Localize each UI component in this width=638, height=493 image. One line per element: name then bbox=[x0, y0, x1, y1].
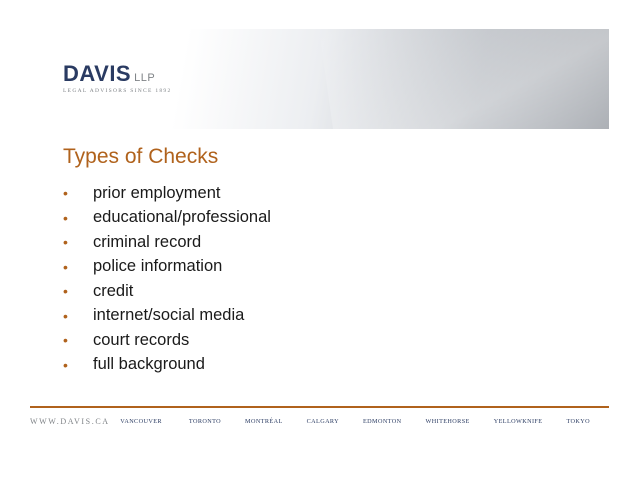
footer-city: VANCOUVER bbox=[120, 418, 162, 425]
bullet-icon: • bbox=[63, 209, 68, 226]
list-item-text: educational/professional bbox=[93, 208, 271, 227]
logo-wordmark: DAVIS bbox=[63, 61, 132, 86]
bullet-icon: • bbox=[63, 283, 68, 300]
footer-city: MONTRÉAL bbox=[245, 418, 283, 425]
bullet-list bbox=[63, 181, 271, 377]
list-item bbox=[63, 328, 271, 353]
davis-logo bbox=[63, 63, 172, 94]
footer-city: TORONTO bbox=[188, 418, 222, 425]
list-item bbox=[63, 230, 271, 255]
footer-divider bbox=[30, 406, 609, 408]
footer-city: EDMONTON bbox=[363, 418, 402, 425]
footer-website-link[interactable]: WWW.DAVIS.CA bbox=[30, 417, 110, 426]
list-item-text: court records bbox=[93, 330, 190, 349]
list-item-text: prior employment bbox=[93, 183, 221, 202]
list-item bbox=[63, 304, 271, 329]
list-item bbox=[63, 279, 271, 304]
list-item bbox=[63, 206, 271, 231]
list-item-text: criminal record bbox=[93, 232, 202, 251]
footer bbox=[30, 417, 590, 426]
footer-city: TOKYO bbox=[566, 418, 590, 425]
bullet-icon: • bbox=[63, 332, 68, 349]
list-item-text: full background bbox=[93, 355, 205, 374]
logo-tagline: LEGAL ADVISORS SINCE 1892 bbox=[63, 88, 172, 94]
footer-city: WHITEHORSE bbox=[425, 418, 470, 425]
list-item bbox=[63, 181, 271, 206]
logo-suffix: LLP bbox=[134, 72, 156, 84]
bullet-icon: • bbox=[63, 234, 68, 251]
footer-city: CALGARY bbox=[306, 418, 339, 425]
list-item bbox=[63, 353, 271, 378]
bullet-icon: • bbox=[63, 356, 68, 373]
footer-city: YELLOWKNIFE bbox=[493, 418, 543, 425]
bullet-icon: • bbox=[63, 185, 68, 202]
list-item-text: police information bbox=[93, 257, 223, 276]
list-item-text: internet/social media bbox=[93, 306, 245, 325]
list-item bbox=[63, 255, 271, 280]
slide-title: Types of Checks bbox=[63, 145, 219, 168]
list-item-text: credit bbox=[93, 281, 134, 300]
bullet-icon: • bbox=[63, 258, 68, 275]
bullet-icon: • bbox=[63, 307, 68, 324]
